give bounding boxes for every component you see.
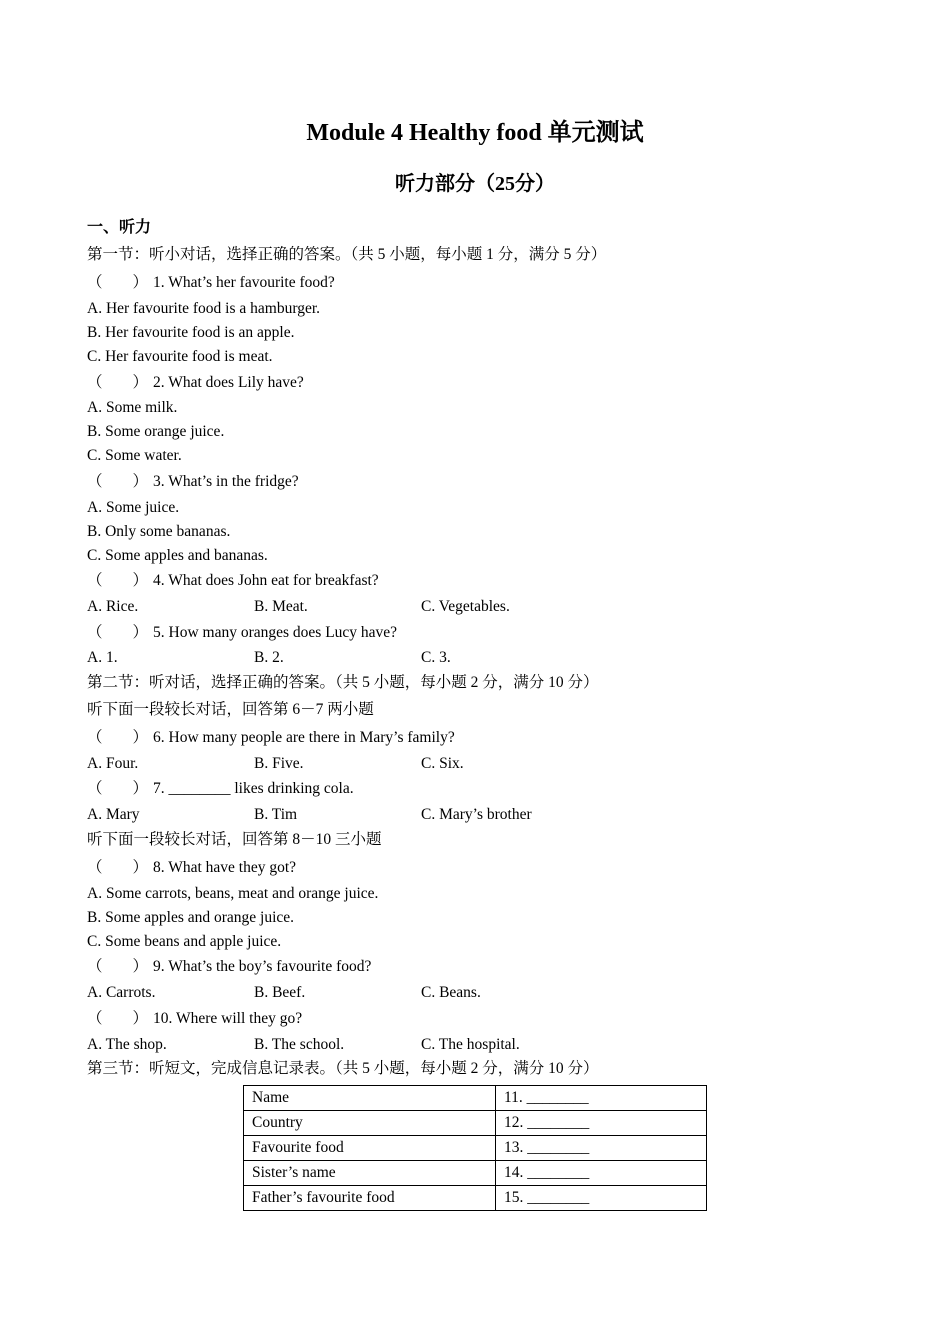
option-3b: B. Only some bananas.: [87, 523, 231, 540]
part2-instruction: 第二节：听对话，选择正确的答案。（共 5 小题，每小题 2 分，满分 10 分）: [87, 674, 599, 691]
option-4b: B. Meat.: [254, 598, 308, 615]
answer-bracket[interactable]: （ ）: [87, 1010, 149, 1027]
question-text: 1. What’s her favourite food?: [153, 274, 335, 291]
option-6c: C. Six.: [421, 755, 464, 772]
table-label: Sister’s name: [244, 1161, 496, 1186]
option-7a: A. Mary: [87, 806, 140, 823]
part3-instruction: 第三节：听短文，完成信息记录表。（共 5 小题，每小题 2 分，满分 10 分）: [87, 1060, 599, 1077]
answer-bracket[interactable]: （ ）: [87, 859, 149, 876]
question-text: 3. What’s in the fridge?: [153, 473, 299, 490]
question-6: [87, 728, 455, 748]
dialog2-note: 听下面一段较长对话，回答第 8－10 三小题: [87, 831, 382, 848]
question-7: [87, 779, 354, 799]
option-1c: C. Her favourite food is meat.: [87, 348, 273, 365]
option-5c: C. 3.: [421, 649, 451, 666]
answer-cell[interactable]: 12. ________: [496, 1111, 707, 1136]
table-row: [244, 1186, 707, 1211]
question-text: 8. What have they got?: [153, 859, 297, 876]
question-5: [87, 623, 397, 643]
question-text: 2. What does Lily have?: [153, 374, 304, 391]
question-text: 4. What does John eat for breakfast?: [153, 572, 379, 589]
question-9: [87, 957, 371, 977]
option-9a: A. Carrots.: [87, 984, 156, 1001]
options-row-9: [87, 983, 887, 1003]
option-9c: C. Beans.: [421, 984, 481, 1001]
info-record-table: [243, 1085, 707, 1211]
option-10a: A. The shop.: [87, 1036, 167, 1053]
section-heading: 一、听力: [87, 219, 152, 236]
answer-bracket[interactable]: （ ）: [87, 274, 149, 291]
question-2: [87, 373, 304, 393]
question-number: 7.: [153, 780, 165, 797]
options-row-10: [87, 1035, 887, 1055]
option-3a: A. Some juice.: [87, 499, 180, 516]
table-label: Name: [244, 1086, 496, 1111]
answer-bracket[interactable]: （ ）: [87, 780, 149, 797]
option-4c: C. Vegetables.: [421, 598, 510, 615]
part1-instruction: 第一节：听小对话，选择正确的答案。（共 5 小题，每小题 1 分，满分 5 分）: [87, 246, 607, 263]
option-2c: C. Some water.: [87, 447, 182, 464]
question-8: [87, 858, 296, 878]
table-label: Favourite food: [244, 1136, 496, 1161]
question-text: 6. How many people are there in Mary’s family?: [153, 729, 455, 746]
answer-bracket[interactable]: （ ）: [87, 572, 149, 589]
answer-bracket[interactable]: （ ）: [87, 374, 149, 391]
option-6b: B. Five.: [254, 755, 304, 772]
question-text: 5. How many oranges does Lucy have?: [153, 624, 398, 641]
options-row-6: [87, 754, 887, 774]
dialog1-note: 听下面一段较长对话，回答第 6－7 两小题: [87, 701, 374, 718]
answer-cell[interactable]: 14. ________: [496, 1161, 707, 1186]
page-subtitle: 听力部分（25分）: [395, 173, 555, 195]
option-5a: A. 1.: [87, 649, 118, 666]
option-8b: B. Some apples and orange juice.: [87, 909, 295, 926]
option-5b: B. 2.: [254, 649, 284, 666]
table-label: Country: [244, 1111, 496, 1136]
option-2a: A. Some milk.: [87, 399, 178, 416]
question-10: [87, 1009, 302, 1029]
table-label: Father’s favourite food: [244, 1186, 496, 1211]
option-10c: C. The hospital.: [421, 1036, 520, 1053]
option-10b: B. The school.: [254, 1036, 345, 1053]
option-6a: A. Four.: [87, 755, 139, 772]
option-7b: B. Tim: [254, 806, 298, 823]
fill-blank[interactable]: ________: [168, 780, 231, 797]
option-1b: B. Her favourite food is an apple.: [87, 324, 295, 341]
answer-cell[interactable]: 13. ________: [496, 1136, 707, 1161]
answer-bracket[interactable]: （ ）: [87, 473, 149, 490]
table-row: [244, 1086, 707, 1111]
answer-bracket[interactable]: （ ）: [87, 729, 149, 746]
answer-bracket[interactable]: （ ）: [87, 958, 149, 975]
question-1: [87, 273, 335, 293]
option-7c: C. Mary’s brother: [421, 806, 532, 823]
question-4: [87, 571, 379, 591]
answer-cell[interactable]: 11. ________: [496, 1086, 707, 1111]
options-row-4: [87, 597, 887, 617]
option-1a: A. Her favourite food is a hamburger.: [87, 300, 321, 317]
question-text: likes drinking cola.: [234, 780, 354, 797]
question-text: 9. What’s the boy’s favourite food?: [153, 958, 372, 975]
table-row: [244, 1136, 707, 1161]
option-9b: B. Beef.: [254, 984, 306, 1001]
question-text: 10. Where will they go?: [153, 1010, 303, 1027]
answer-cell[interactable]: 15. ________: [496, 1186, 707, 1211]
option-8a: A. Some carrots, beans, meat and orange juice.: [87, 885, 379, 902]
options-row-7: [87, 805, 887, 825]
option-3c: C. Some apples and bananas.: [87, 547, 268, 564]
option-2b: B. Some orange juice.: [87, 423, 225, 440]
page-title: Module 4 Healthy food 单元测试: [306, 120, 644, 146]
option-8c: C. Some beans and apple juice.: [87, 933, 282, 950]
answer-bracket[interactable]: （ ）: [87, 624, 149, 641]
question-3: [87, 472, 299, 492]
option-4a: A. Rice.: [87, 598, 139, 615]
table-row: [244, 1111, 707, 1136]
table-row: [244, 1161, 707, 1186]
options-row-5: [87, 648, 887, 668]
